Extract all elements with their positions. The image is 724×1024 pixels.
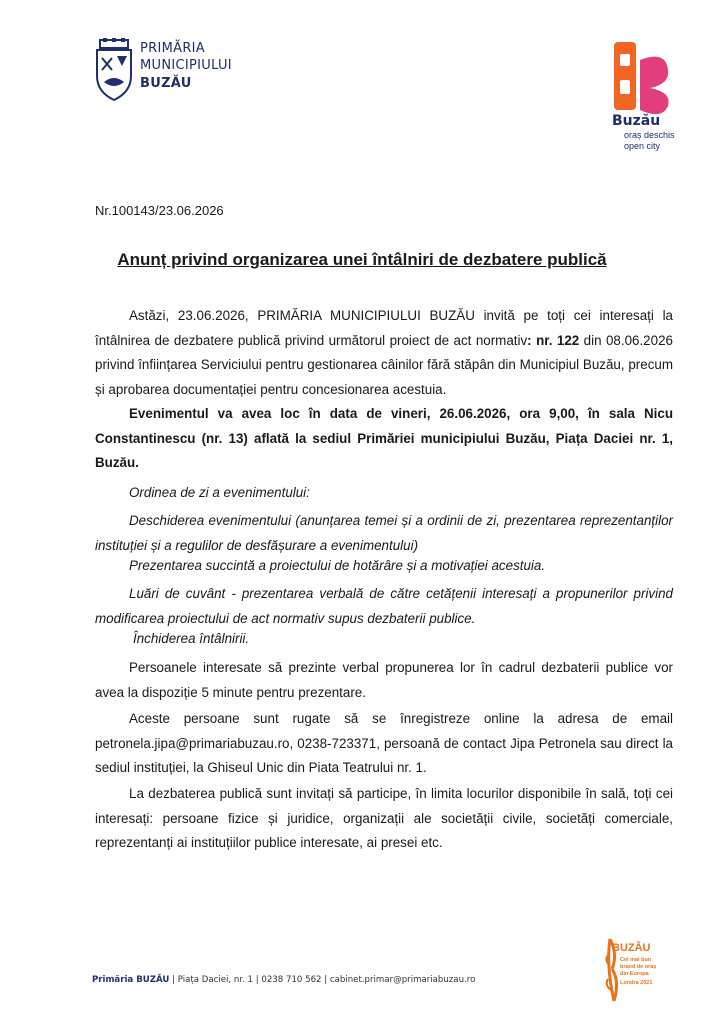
badge-line: brand de oraș	[620, 964, 657, 970]
document-number: Nr.100143/23.06.2026	[95, 203, 224, 218]
agenda-item: Deschiderea evenimentului (anunțarea temei și a ordinii de zi, prezentarea reprezentanților instituției și a regulilor de desfășurare a evenimentului)	[95, 513, 673, 553]
footer-org: Primăria BUZĂU	[92, 975, 170, 985]
agenda-item: Luări de cuvânt - prezentarea verbală de către cetățenii interesați a propunerilor privind modificarea proiectului de act normativ supus dezbaterii publice.	[95, 586, 673, 626]
brand-slogan-en: open city	[624, 141, 661, 151]
intro-paragraph	[95, 304, 673, 402]
agenda-item: Închiderea întâlnirii.	[133, 631, 250, 646]
intro-text: Astăzi, 23.06.2026, PRIMĂRIA MUNICIPIULUI BUZĂU invită pe toți cei interesați la întâlnirea de dezbatere publică privind următorul proiect de act normativ	[95, 308, 673, 348]
org-name-line2: MUNICIPIULUI	[140, 58, 232, 73]
org-name-line3: BUZĂU	[140, 76, 192, 91]
intro-text-cont: din 08.06.2026 privind înființarea Serviciului pentru gestionarea câinilor fără stăpân din Municipiul Buzău, precum și aprobarea documentației pentru concesionarea acestuia.	[95, 332, 673, 397]
agenda-heading: Ordinea de zi a evenimentului:	[129, 485, 310, 500]
registration-paragraph: Aceste persoane sunt rugate să se înregistreze online la adresa de email petronela.jipa@primariabuzau.ro, 0238-723371, persoană de contact Jipa Petronela sau direct la sediul instituției, la Ghiseul Unic din Piata Teatrului nr. 1.	[95, 711, 673, 775]
city-crest-icon	[94, 38, 134, 102]
badge-line: Londra 2021	[620, 980, 653, 986]
org-name-line1: PRIMĂRIA	[140, 41, 205, 56]
footer-email: cabinet.primar@primariabuzau.ro	[329, 975, 476, 985]
brand-name: Buzău	[612, 113, 661, 129]
project-number: : nr. 122	[527, 332, 580, 348]
speaking-time-paragraph: Persoanele interesate să prezinte verbal propunerea lor în cadrul dezbaterii publice vor avea la dispoziție 5 minute pentru prezentare.	[95, 660, 673, 700]
badge-title: BUZĂU	[612, 942, 651, 954]
footer-phone: 0238 710 562	[261, 975, 322, 985]
footer-address: Piața Daciei, nr. 1	[177, 975, 253, 985]
footer-separator: |	[324, 975, 328, 985]
footer-contact	[92, 975, 475, 985]
footer-separator: |	[172, 975, 175, 985]
invitation-paragraph: La dezbaterea publică sunt invitați să participe, în limita locurilor disponibile în sală, toți cei interesați: persoane fizice și juridice, organizații ale societății civile, societăți comerciale, reprezentanți ai instituțiilor publice interesate, ai presei etc.	[95, 786, 673, 850]
badge-line: din Europa	[620, 971, 649, 977]
footer-separator: |	[255, 975, 259, 985]
badge-line: Cel mai bun	[620, 957, 652, 963]
document-title: Anunț privind organizarea unei întâlniri de dezbatere publică	[117, 250, 607, 269]
agenda-item: Prezentarea succintă a proiectului de hotărâre și a motivației acestuia.	[129, 558, 546, 573]
brand-slogan-ro: oraș deschis	[624, 130, 675, 140]
event-paragraph: Evenimentul va avea loc în data de vineri, 26.06.2026, ora 9,00, în sala Nicu Constantinescu (nr. 13) aflată la sediul Primăriei municipiului Buzău, Piața Daciei nr. 1, Buzău.	[95, 406, 673, 470]
